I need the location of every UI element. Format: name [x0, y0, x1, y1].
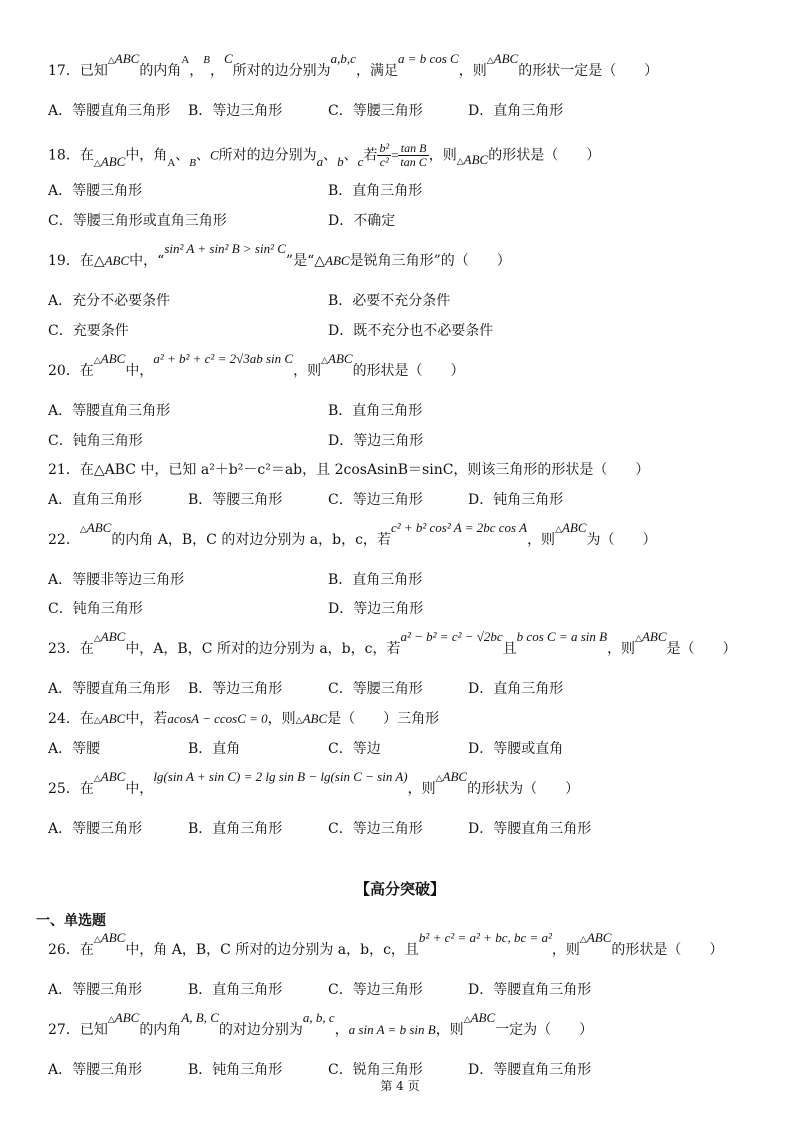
- q27-angles: A, B, C: [181, 1010, 219, 1025]
- question-17-stem: 17．已知△ABC的内角$^A$，$^B$，C所对的边分别为a,b,c，满足a = b cos C，则△ABC的形状一定是（ ）: [48, 51, 659, 79]
- q22-option-a[interactable]: A．等腰非等边三角形: [48, 572, 185, 588]
- q17-triangle-abc-2: △ABC: [486, 51, 519, 66]
- q18-triangle-abc: △ABC: [93, 153, 126, 169]
- q20-option-b[interactable]: B．直角三角形: [328, 403, 423, 419]
- q25-triangle-abc-2: △ABC: [435, 769, 468, 784]
- question-18-stem: [48, 142, 600, 169]
- q22-text-1: 的内角 A，B，C 的对边分别为 a，b，c，若: [111, 532, 391, 548]
- q27-option-b[interactable]: B．钝角三角形: [188, 1062, 283, 1078]
- q19-triangle-abc-2: ABC: [325, 253, 350, 268]
- q18-angle-a: A: [167, 156, 176, 169]
- q19-text-3: 是锐角三角形”的（ ）: [349, 253, 511, 269]
- q20-condition: a² + b² + c² = 2√3ab sin C: [153, 351, 294, 366]
- q18-text-3: 若: [363, 147, 378, 164]
- q27-option-a[interactable]: A．等腰三角形: [48, 1062, 143, 1078]
- q18-side-b: b: [337, 153, 344, 169]
- q18-side-c: c: [357, 153, 364, 169]
- q23-text-1: 中，A，B，C 所对的边分别为 a，b，c，若: [125, 641, 401, 657]
- q24-option-b[interactable]: B．直角: [188, 741, 241, 757]
- q19-triangle-abc: ABC: [104, 253, 130, 268]
- q17-condition: a = b cos C: [397, 51, 459, 66]
- q17-text-1: 的内角: [139, 63, 182, 79]
- q25-option-a[interactable]: A．等腰三角形: [48, 821, 143, 837]
- q19-text-2: ”是“△: [285, 253, 326, 269]
- q20-option-d[interactable]: D．等边三角形: [328, 433, 424, 449]
- question-25-stem: [48, 769, 580, 799]
- q23-text-4: 是（ ）: [666, 641, 737, 657]
- q26-text-1: 中，角 A，B，C 所对的边分别为 a，b，c，且: [125, 942, 419, 958]
- question-26-stem: [48, 930, 724, 960]
- q17-angle-b: B: [203, 54, 210, 66]
- q17-option-d[interactable]: D．直角三角形: [468, 103, 564, 119]
- q25-text-3: 的形状为（ ）: [467, 781, 580, 797]
- q26-option-c[interactable]: C．等边三角形: [328, 982, 423, 998]
- q24-triangle-abc-2: △ABC: [295, 711, 328, 726]
- q18-option-c[interactable]: C．等腰三角形或直角三角形: [48, 213, 227, 229]
- q27-number: 27．已知: [48, 1022, 108, 1038]
- q17-text-2: 所对的边分别为: [232, 63, 331, 79]
- q24-text-3: 是（ ）三角形: [327, 711, 440, 727]
- q24-text-2: ，则: [267, 711, 296, 727]
- q26-number: 26．在: [48, 942, 94, 958]
- q27-condition: a sin A = b sin B: [348, 1022, 436, 1037]
- q27-option-c[interactable]: C．锐角三角形: [328, 1062, 423, 1078]
- subsection-title: 一、单选题: [36, 913, 106, 929]
- q19-text-1: 中，“: [129, 253, 165, 269]
- q17-triangle-abc: △ABC: [107, 51, 140, 66]
- q18-text-2: 所对的边分别为: [218, 147, 317, 164]
- q22-condition: c² + b² cos² A = 2bc cos A: [390, 520, 528, 535]
- q20-option-c[interactable]: C．钝角三角形: [48, 433, 143, 449]
- q27-triangle-abc-2: △ABC: [463, 1010, 496, 1025]
- q26-option-d[interactable]: D．等腰直角三角形: [468, 982, 592, 998]
- q18-fraction-2: $\frac{\text{tan B}}{\text{tan C}}$: [400, 141, 427, 169]
- q18-angle-b: B: [189, 156, 196, 169]
- q19-condition: sin² A + sin² B > sin² C: [164, 241, 286, 256]
- q25-number: 25．在: [48, 781, 94, 797]
- q19-option-c[interactable]: C．充要条件: [48, 323, 129, 339]
- q24-triangle-abc: △ABC: [93, 711, 126, 726]
- q26-text-3: 的形状是（ ）: [611, 942, 724, 958]
- q17-text-3: ，满足: [355, 63, 398, 79]
- q18-option-b[interactable]: B．直角三角形: [328, 183, 423, 199]
- q18-triangle-abc-2: △ABC: [456, 151, 489, 167]
- q23-triangle-abc-2: △ABC: [635, 629, 667, 644]
- q25-condition: lg(sin A + sin C) = 2 lg sin B − lg(sin C − sin A): [153, 769, 408, 784]
- q23-option-b[interactable]: B．等边三角形: [188, 681, 283, 697]
- q25-triangle-abc: △ABC: [93, 769, 126, 784]
- q17-option-a[interactable]: A．等腰直角三角形: [48, 103, 171, 119]
- q26-triangle-abc-2: △ABC: [579, 930, 612, 945]
- q23-condition-1: a² − b² = c² − √2bc: [400, 629, 503, 644]
- q27-text-2: 的对边分别为: [218, 1022, 303, 1038]
- question-20-stem: [48, 351, 465, 381]
- q26-triangle-abc: △ABC: [93, 930, 126, 945]
- section-title: 【高分突破】: [354, 880, 445, 898]
- q22-option-d[interactable]: D．等边三角形: [328, 601, 424, 617]
- q18-sep-3: 、: [323, 147, 338, 164]
- q18-sep-4: 、: [343, 147, 358, 164]
- q17-angle-c: C: [224, 51, 233, 66]
- q18-option-a[interactable]: A．等腰三角形: [48, 183, 143, 199]
- q23-text-3: ，则: [607, 641, 636, 657]
- q19-option-a[interactable]: A．充分不必要条件: [48, 293, 171, 309]
- q24-number: 24．在: [48, 711, 94, 727]
- q26-condition: b² + c² = a² + bc, bc = a²: [418, 930, 552, 945]
- q25-option-d[interactable]: D．等腰直角三角形: [468, 821, 592, 837]
- q17-option-c[interactable]: C．等腰三角形: [328, 103, 423, 119]
- q17-angle-a: A: [181, 54, 190, 66]
- q22-option-c[interactable]: C．钝角三角形: [48, 601, 143, 617]
- q25-text-1: 中，: [125, 781, 154, 797]
- q23-condition-2: b cos C = a sin B: [516, 629, 608, 644]
- q18-text-1: 中，角: [125, 147, 168, 164]
- q22-number: 22．: [48, 532, 80, 548]
- q27-text-4: ，则: [435, 1022, 464, 1038]
- q25-option-c[interactable]: C．等边三角形: [328, 821, 423, 837]
- q27-sides: a, b, c: [302, 1010, 335, 1025]
- q18-sep-2: 、: [196, 147, 210, 164]
- question-23-stem: [48, 629, 737, 659]
- q23-option-d[interactable]: D．直角三角形: [468, 681, 564, 697]
- q27-option-d[interactable]: D．等腰直角三角形: [468, 1062, 592, 1078]
- q22-option-b[interactable]: B．直角三角形: [328, 572, 423, 588]
- q22-text-3: 为（ ）: [586, 532, 657, 548]
- q17-number: 17．已知: [48, 63, 108, 79]
- q20-triangle-abc-2: △ABC: [321, 351, 353, 366]
- q27-triangle-abc: △ABC: [107, 1010, 140, 1025]
- q18-text-4: ，则: [428, 147, 457, 164]
- q17-option-b[interactable]: B．等边三角形: [188, 103, 283, 119]
- q23-number: 23．在: [48, 641, 94, 657]
- q22-triangle-abc: △ABC: [79, 520, 112, 535]
- question-19-stem: [48, 241, 511, 270]
- q17-text-4: ，则: [458, 63, 487, 79]
- q19-option-b[interactable]: B．必要不充分条件: [328, 293, 451, 309]
- q25-text-2: ，则: [407, 781, 436, 797]
- q18-fraction-1: $\frac{\text{b²}}{\text{c²}}$: [379, 141, 390, 169]
- q22-text-2: ，则: [527, 532, 556, 548]
- q26-text-2: ，则: [551, 942, 580, 958]
- q18-angle-c: C: [210, 147, 219, 163]
- q19-option-d[interactable]: D．既不充分也不必要条件: [328, 323, 494, 339]
- q20-text-2: ，则: [293, 363, 322, 379]
- q17-sides: a,b,c: [330, 51, 356, 66]
- question-24-stem: [48, 710, 439, 729]
- q24-option-c[interactable]: C．等边: [328, 741, 381, 757]
- q18-option-d[interactable]: D．不确定: [328, 213, 396, 229]
- q20-number: 20．在: [48, 363, 94, 379]
- q24-option-d[interactable]: D．等腰或直角: [468, 741, 564, 757]
- q26-option-a[interactable]: A．等腰三角形: [48, 982, 143, 998]
- q19-number: 19．在△: [48, 253, 105, 269]
- q18-text-5: 的形状是（ ）: [488, 147, 601, 164]
- q27-text-5: 一定为（ ）: [495, 1022, 594, 1038]
- q21-option-d[interactable]: D．钝角三角形: [468, 492, 564, 508]
- question-21-stem: 21．在△ABC 中，已知 a²＋b²－c²＝ab，且 2cosAsinB＝sinC，则该三角形的形状是（ ）: [48, 462, 650, 478]
- q26-option-b[interactable]: B．直角三角形: [188, 982, 283, 998]
- q23-option-c[interactable]: C．等腰三角形: [328, 681, 423, 697]
- q21-option-b[interactable]: B．等腰三角形: [188, 492, 283, 508]
- q21-option-a[interactable]: A．直角三角形: [48, 492, 143, 508]
- q20-text-3: 的形状是（ ）: [352, 363, 465, 379]
- q23-triangle-abc: △ABC: [93, 629, 126, 644]
- q24-condition: acosA − ccosC = 0: [167, 711, 268, 726]
- q21-option-c[interactable]: C．等边三角形: [328, 492, 423, 508]
- page-footer: 第 4 页: [380, 1079, 420, 1093]
- q24-option-a[interactable]: A．等腰: [48, 741, 101, 757]
- q18-sep-1: 、: [175, 147, 190, 164]
- q18-equals: =: [391, 147, 399, 163]
- q23-text-2: 且: [502, 641, 517, 657]
- q22-triangle-abc-2: △ABC: [555, 520, 587, 535]
- q27-text-1: 的内角: [139, 1022, 182, 1038]
- question-27-stem: [48, 1010, 594, 1040]
- q18-number: 18．在: [48, 147, 94, 164]
- q24-text-1: 中，若: [125, 711, 168, 727]
- q20-option-a[interactable]: A．等腰直角三角形: [48, 403, 171, 419]
- question-22-stem: [48, 520, 657, 550]
- q17-text-5: 的形状一定是（ ）: [518, 63, 659, 79]
- q23-option-a[interactable]: A．等腰直角三角形: [48, 681, 171, 697]
- q18-side-a: a: [316, 153, 324, 169]
- q20-text-1: 中，: [125, 363, 154, 379]
- q20-triangle-abc: △ABC: [93, 351, 126, 366]
- q27-text-3: ，: [334, 1022, 349, 1038]
- q25-option-b[interactable]: B．直角三角形: [188, 821, 283, 837]
